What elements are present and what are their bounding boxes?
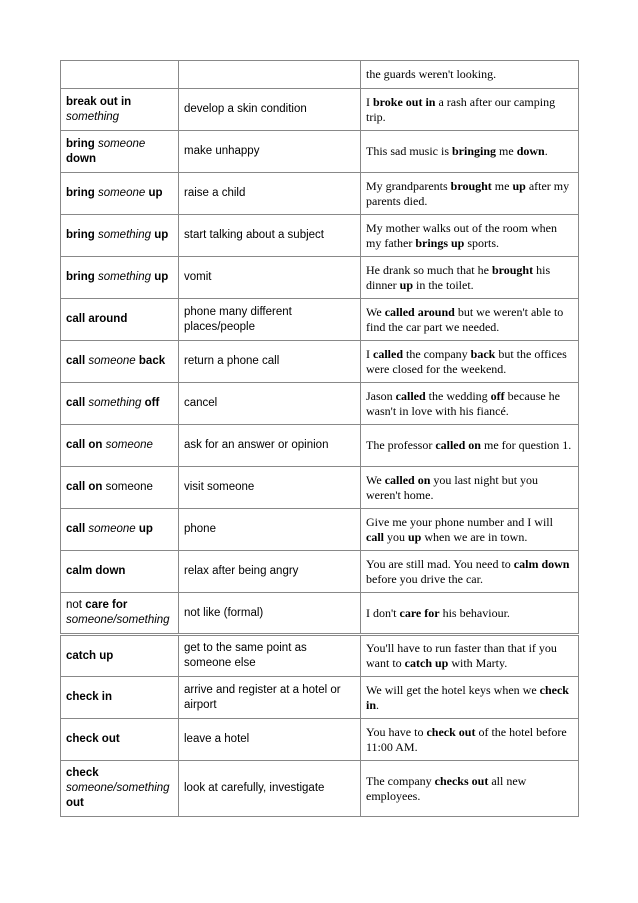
bold-text: up [408, 529, 422, 544]
meaning-cell: start talking about a subject [179, 215, 361, 257]
bold-text: called on [384, 472, 431, 487]
bold-text: up [154, 271, 169, 283]
bold-text: brought [450, 178, 492, 193]
meaning-cell: look at carefully, investigate [179, 761, 361, 817]
meaning-cell: phone [179, 509, 361, 551]
text-span: in the toilet. [413, 277, 474, 292]
example-cell [361, 61, 579, 89]
text-span: He drank so much that he [366, 262, 492, 277]
phrasal-verb-cell [61, 383, 179, 425]
bold-text: call on [66, 439, 103, 451]
bold-text: broke out in [373, 94, 436, 109]
text-span: but we weren't able to find the car part we needed. [366, 304, 564, 334]
text-span: My grandparents [366, 178, 451, 193]
table-row [61, 215, 579, 257]
phrasal-verb-cell [61, 61, 179, 89]
bold-text: called [395, 388, 426, 403]
phrasal-verbs-table [60, 60, 579, 817]
meaning-cell: return a phone call [179, 341, 361, 383]
text-span: you [384, 529, 408, 544]
phrasal-verb-cell [61, 257, 179, 299]
bold-text: bring [66, 187, 95, 199]
table-row [61, 761, 579, 817]
bold-text: bring [66, 137, 95, 150]
bold-text: brought [491, 262, 534, 277]
bold-text: bring [66, 271, 95, 283]
text-span: me [496, 144, 517, 158]
bold-text: call [366, 529, 384, 544]
italic-text: someone [97, 137, 146, 150]
text-span: We [366, 304, 385, 319]
phrasal-verb-cell [61, 635, 179, 677]
text-span: You are still mad. You need to [366, 556, 514, 571]
text-span: . [376, 697, 380, 712]
text-span: you last night but you weren't home. [366, 472, 539, 502]
bold-text: call around [66, 313, 128, 325]
phrasal-verb-cell [61, 677, 179, 719]
phrasal-verb-cell [61, 89, 179, 131]
phrasal-verb-cell [61, 719, 179, 761]
table-row [61, 719, 579, 761]
bold-text: off [490, 388, 505, 403]
italic-text: someone/something [66, 614, 170, 626]
bold-text: back [138, 355, 166, 367]
bold-text: call [66, 397, 86, 409]
text-span: You have to [366, 724, 427, 739]
text-span: We [366, 472, 385, 487]
phrasal-verb-cell [61, 299, 179, 341]
table-row [61, 257, 579, 299]
text-span: because he wasn't in love with his fiancé. [366, 388, 560, 418]
bold-text: care for [85, 599, 128, 611]
table-row [61, 61, 579, 89]
phrasal-verb-cell [61, 467, 179, 509]
meaning-cell: get to the same point as someone else [179, 635, 361, 677]
meaning-cell: ask for an answer or opinion [179, 425, 361, 467]
table-row [61, 299, 579, 341]
table-row [61, 551, 579, 593]
italic-text: someone [97, 187, 146, 199]
meaning-cell: vomit [179, 257, 361, 299]
italic-text: someone [88, 355, 136, 367]
meaning-cell: make unhappy [179, 131, 361, 173]
bold-text: up [399, 277, 414, 292]
bold-text: off [144, 397, 160, 409]
example-cell [361, 509, 579, 551]
text-span: The company [366, 773, 435, 788]
text-span: of the hotel before 11:00 AM. [366, 724, 567, 754]
bold-text: call on [66, 481, 103, 493]
example-cell [361, 89, 579, 131]
table-row [61, 425, 579, 467]
text-span: someone [102, 481, 153, 493]
bold-text: down [516, 144, 545, 158]
bold-text: called around [384, 304, 455, 319]
meaning-cell: relax after being angry [179, 551, 361, 593]
example-cell [361, 635, 579, 677]
meaning-cell: phone many different places/people [179, 299, 361, 341]
example-cell [361, 299, 579, 341]
meaning-cell: visit someone [179, 467, 361, 509]
text-span: a rash after our camping trip. [366, 94, 556, 124]
italic-text: something [97, 271, 152, 283]
table-row [61, 173, 579, 215]
phrasal-verb-cell [61, 215, 179, 257]
bold-text: up [154, 229, 169, 241]
text-span: me for question 1. [480, 438, 572, 452]
example-cell [361, 677, 579, 719]
phrasal-verb-cell [61, 593, 179, 635]
bold-text: called on [435, 438, 481, 452]
bold-text: check [66, 767, 99, 779]
example-cell [361, 467, 579, 509]
bold-text: brings up [415, 235, 465, 250]
bold-text: up [148, 187, 163, 199]
bold-text: check out [426, 724, 476, 739]
example-cell [361, 383, 579, 425]
table-row [61, 509, 579, 551]
bold-text: check in [366, 682, 569, 712]
text-span: his behaviour. [439, 605, 510, 620]
phrasal-verb-cell [61, 761, 179, 817]
meaning-cell: not like (formal) [179, 593, 361, 635]
italic-text: something [97, 229, 152, 241]
text-span: me [491, 178, 513, 193]
phrasal-verb-cell [61, 341, 179, 383]
bold-text: out [66, 797, 84, 809]
example-cell [361, 551, 579, 593]
table-row [61, 383, 579, 425]
table-row [61, 467, 579, 509]
text-span: not [66, 599, 86, 611]
text-span: The professor [366, 438, 436, 452]
text-span: . [544, 144, 548, 158]
document-page [60, 60, 578, 817]
meaning-cell: cancel [179, 383, 361, 425]
phrasal-verb-cell [61, 425, 179, 467]
bold-text: checks out [434, 773, 489, 788]
bold-text: break out in [66, 95, 132, 108]
bold-text: bring [66, 229, 95, 241]
bold-text: down [66, 152, 97, 165]
italic-text: someone [105, 439, 153, 451]
table-row [61, 341, 579, 383]
italic-text: someone/something [66, 782, 170, 794]
italic-text: someone [88, 523, 136, 535]
bold-text: catch up [404, 656, 449, 670]
example-cell [361, 131, 579, 173]
phrasal-verb-cell [61, 551, 179, 593]
bold-text: up [512, 178, 526, 193]
bold-text: check in [66, 691, 113, 703]
example-cell [361, 173, 579, 215]
text-span: My mother walks out of the room when my father [366, 220, 557, 250]
example-cell [361, 761, 579, 817]
bold-text: up [138, 523, 153, 535]
text-span: the wedding [425, 388, 491, 403]
text-span: the guards weren't looking. [366, 67, 497, 81]
example-cell [361, 341, 579, 383]
phrasal-verb-cell [61, 131, 179, 173]
example-cell [361, 593, 579, 635]
bold-text: calm down [66, 565, 126, 577]
text-span: This sad music is [366, 144, 452, 158]
italic-text: something [88, 397, 142, 409]
text-span: I don't [366, 605, 400, 620]
example-cell [361, 425, 579, 467]
meaning-cell: develop a skin condition [179, 89, 361, 131]
text-span: before you drive the car. [366, 571, 483, 586]
bold-text: back [470, 346, 496, 361]
table-row [61, 635, 579, 677]
text-span: his dinner [366, 262, 551, 292]
example-cell [361, 719, 579, 761]
text-span: when we are in town. [421, 529, 528, 544]
text-span: all new employees. [366, 773, 527, 803]
bold-text: care for [399, 605, 440, 620]
text-span: after my parents died. [366, 178, 570, 208]
text-span: but the offices were closed for the weekend. [366, 346, 567, 376]
text-span: with Marty. [448, 656, 508, 670]
bold-text: catch up [66, 649, 114, 662]
italic-text: something [66, 110, 120, 123]
meaning-cell: raise a child [179, 173, 361, 215]
table-row [61, 593, 579, 635]
text-span: Jason [366, 388, 396, 403]
phrasal-verb-cell [61, 173, 179, 215]
example-cell [361, 215, 579, 257]
example-cell [361, 257, 579, 299]
table-row [61, 89, 579, 131]
bold-text: called [373, 346, 403, 361]
text-span: I [366, 94, 373, 109]
text-span: the company [403, 346, 471, 361]
text-span: You'll have to run faster than that if you want to [366, 641, 557, 670]
bold-text: calm down [513, 556, 570, 571]
meaning-cell: leave a hotel [179, 719, 361, 761]
text-span: sports. [464, 235, 500, 250]
meaning-cell: arrive and register at a hotel or airport [179, 677, 361, 719]
table-row [61, 677, 579, 719]
text-span: We will get the hotel keys when we [366, 682, 540, 697]
bold-text: bringing [452, 144, 497, 158]
text-span: Give me your phone number and I will [366, 514, 553, 529]
table-row [61, 131, 579, 173]
bold-text: call [66, 355, 86, 367]
bold-text: call [66, 523, 86, 535]
phrasal-verbs-table-body [61, 61, 579, 817]
meaning-cell [179, 61, 361, 89]
bold-text: check out [66, 733, 120, 745]
text-span: I [366, 346, 373, 361]
phrasal-verb-cell [61, 509, 179, 551]
